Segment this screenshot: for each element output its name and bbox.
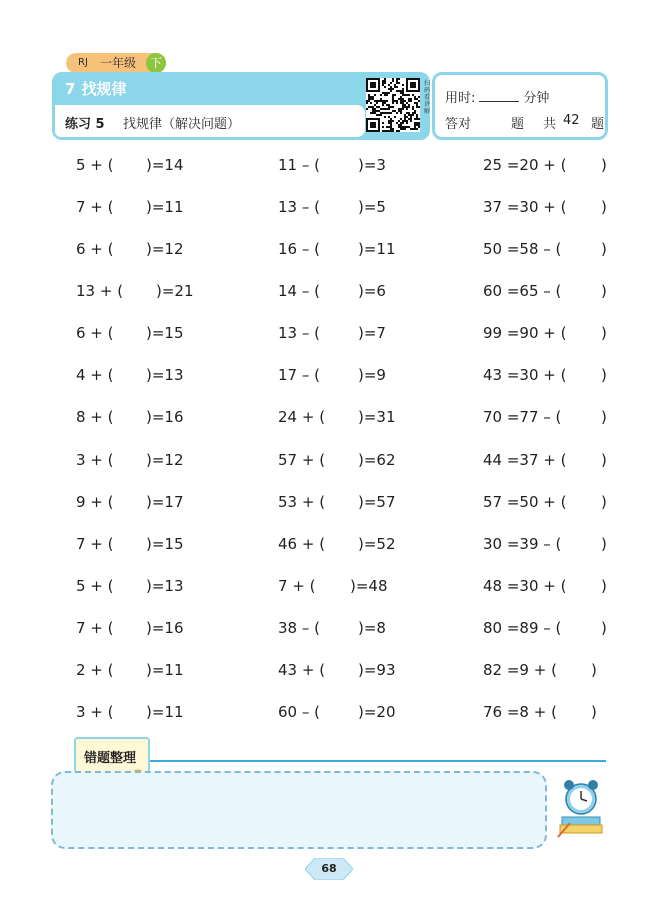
- problem-left: 9 + (: [76, 493, 114, 511]
- problem-left: 25 =20 + (: [483, 156, 567, 174]
- problem-left: 8 + (: [76, 408, 114, 426]
- problem-right: )=48: [350, 577, 388, 595]
- total-count: 42: [563, 113, 580, 128]
- chapter-title: [65, 78, 126, 99]
- alarm-clock-books-icon: [556, 777, 606, 839]
- problem-right: )=14: [146, 156, 184, 174]
- problem-left: 14 – (: [278, 282, 320, 300]
- problem-left: 43 + (: [278, 661, 326, 679]
- problem-left: 80 =89 – (: [483, 619, 562, 637]
- problem-left: 4 + (: [76, 366, 114, 384]
- problem-left: 5 + (: [76, 577, 114, 595]
- score-box: [432, 72, 608, 140]
- section-divider: [150, 760, 606, 762]
- chapter-name: 找规律: [81, 80, 127, 98]
- problem-right: ): [601, 535, 607, 553]
- problem-right: )=15: [146, 535, 184, 553]
- qr-code-icon[interactable]: [366, 78, 420, 132]
- exercise-title: 找规律（解决问题）: [123, 117, 241, 132]
- problem-right: )=93: [358, 661, 396, 679]
- question-unit: 题: [511, 117, 525, 132]
- grade-badge: [66, 53, 166, 73]
- problem-right: ): [601, 408, 607, 426]
- problem-right: )=21: [156, 282, 194, 300]
- problem-left: 6 + (: [76, 240, 114, 258]
- problem-right: )=12: [146, 240, 184, 258]
- problem-right: ): [601, 240, 607, 258]
- problem-left: 57 =50 + (: [483, 493, 567, 511]
- problem-left: 53 + (: [278, 493, 326, 511]
- problem-left: 6 + (: [76, 324, 114, 342]
- problem-right: ): [591, 703, 597, 721]
- time-label: 用时:: [445, 91, 476, 106]
- problem-right: ): [601, 366, 607, 384]
- volume-label: 下: [146, 53, 166, 73]
- problem-right: )=20: [358, 703, 396, 721]
- problem-right: )=16: [146, 619, 184, 637]
- problem-left: 7 + (: [76, 535, 114, 553]
- edition-code: RJ: [78, 57, 88, 68]
- problem-left: 13 – (: [278, 324, 320, 342]
- grade-label: 一年级: [100, 56, 137, 70]
- problem-left: 5 + (: [76, 156, 114, 174]
- problem-right: )=52: [358, 535, 396, 553]
- problem-left: 7 + (: [278, 577, 316, 595]
- page-number: 68: [321, 862, 337, 875]
- time-unit: 分钟: [523, 91, 550, 106]
- problem-left: 38 – (: [278, 619, 320, 637]
- problem-right: )=15: [146, 324, 184, 342]
- problem-left: 3 + (: [76, 703, 114, 721]
- problem-right: )=13: [146, 366, 184, 384]
- correct-label: 答对: [445, 117, 472, 132]
- problem-right: )=8: [358, 619, 386, 637]
- problem-right: )=11: [358, 240, 396, 258]
- problem-left: 17 – (: [278, 366, 320, 384]
- problem-left: 3 + (: [76, 451, 114, 469]
- problem-right: )=13: [146, 577, 184, 595]
- problem-left: 30 =39 – (: [483, 535, 562, 553]
- problem-left: 16 – (: [278, 240, 320, 258]
- problem-right: )=31: [358, 408, 396, 426]
- exercise-bar: [55, 105, 365, 137]
- problem-left: 57 + (: [278, 451, 326, 469]
- total-unit: 题: [591, 117, 605, 132]
- problem-right: ): [601, 493, 607, 511]
- problem-right: ): [601, 198, 607, 216]
- problem-left: 7 + (: [76, 198, 114, 216]
- mistakes-label: 错题整理: [84, 751, 137, 766]
- problem-right: )=57: [358, 493, 396, 511]
- problem-right: ): [591, 661, 597, 679]
- problem-right: )=7: [358, 324, 386, 342]
- problem-left: 99 =90 + (: [483, 324, 567, 342]
- problem-right: )=17: [146, 493, 184, 511]
- problem-left: 37 =30 + (: [483, 198, 567, 216]
- problem-right: )=6: [358, 282, 386, 300]
- problem-right: )=12: [146, 451, 184, 469]
- problem-right: )=62: [358, 451, 396, 469]
- problem-right: )=5: [358, 198, 386, 216]
- qr-label: 扫码看讲解: [424, 80, 431, 115]
- problem-left: 11 – (: [278, 156, 320, 174]
- problem-right: ): [601, 451, 607, 469]
- problem-right: )=11: [146, 703, 184, 721]
- problem-left: 43 =30 + (: [483, 366, 567, 384]
- problem-left: 2 + (: [76, 661, 114, 679]
- problem-left: 76 =8 + (: [483, 703, 557, 721]
- problem-right: )=11: [146, 198, 184, 216]
- problem-left: 60 =65 – (: [483, 282, 562, 300]
- problem-right: )=9: [358, 366, 386, 384]
- problem-right: )=3: [358, 156, 386, 174]
- time-row: [445, 87, 549, 106]
- problem-left: 7 + (: [76, 619, 114, 637]
- problem-right: ): [601, 324, 607, 342]
- problem-left: 70 =77 – (: [483, 408, 562, 426]
- problem-right: ): [601, 282, 607, 300]
- problem-right: )=16: [146, 408, 184, 426]
- total-label: 共: [543, 117, 557, 132]
- time-blank[interactable]: [479, 89, 519, 102]
- problem-left: 60 – (: [278, 703, 320, 721]
- problem-left: 13 + (: [76, 282, 124, 300]
- problem-left: 50 =58 – (: [483, 240, 562, 258]
- problem-left: 46 + (: [278, 535, 326, 553]
- problem-left: 82 =9 + (: [483, 661, 557, 679]
- problem-right: ): [601, 156, 607, 174]
- problem-left: 48 =30 + (: [483, 577, 567, 595]
- problem-left: 13 – (: [278, 198, 320, 216]
- problem-left: 24 + (: [278, 408, 326, 426]
- mistakes-notes-area[interactable]: [51, 771, 547, 849]
- problem-left: 44 =37 + (: [483, 451, 567, 469]
- chapter-number: 7: [65, 80, 76, 98]
- problem-right: )=11: [146, 661, 184, 679]
- exercise-label: 练习 5: [65, 117, 105, 132]
- problem-right: ): [601, 619, 607, 637]
- problem-right: ): [601, 577, 607, 595]
